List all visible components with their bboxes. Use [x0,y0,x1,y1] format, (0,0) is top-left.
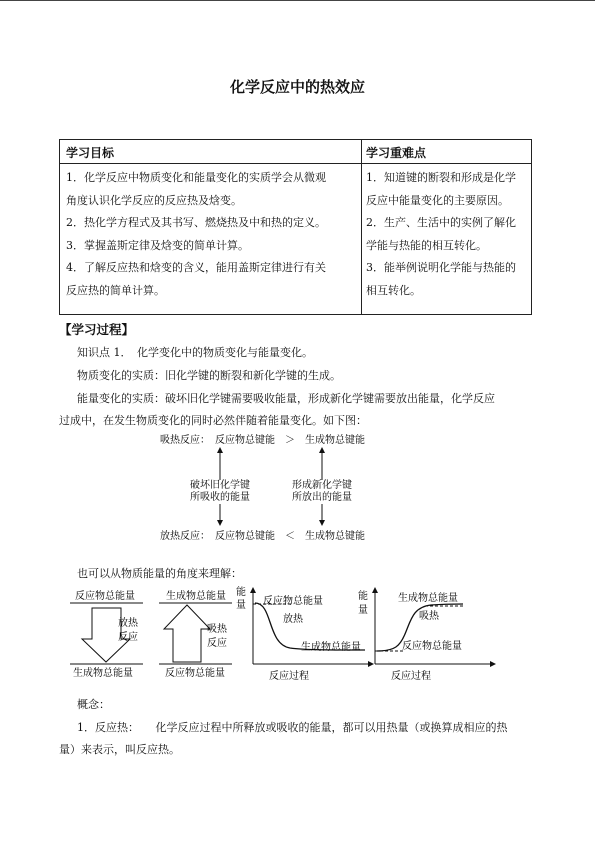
form-bond-label: 形成新化学键 [292,480,352,491]
curve1-product: 生成物总能量 [301,642,361,653]
objective-line: 反应热的简单计算。 [66,283,165,297]
table-header-key-points: 学习重难点 [366,146,427,160]
endo-product-energy: 生成物总能量 [166,591,226,602]
material-change-paragraph: 物质变化的实质：旧化学键的断裂和新化学键的生成。 [77,369,341,382]
header-rule [0,0,595,1]
key-point-line: 2．生产、生活中的实例了解化 [366,216,516,229]
curve1-x-label: 反应过程 [269,671,309,682]
table-divider [361,140,362,314]
curve1-heat: 放热 [283,614,303,625]
endothermic-level-diagram [159,589,232,679]
exo-product-energy: 生成物总能量 [73,668,133,679]
curve2-y-axis-2: 量 [358,605,368,616]
bond-energy-diagram [150,430,440,545]
up-arrow-icon [164,605,210,662]
page-title: 化学反应中的热效应 [229,78,365,96]
exothermic-curve-diagram [236,585,371,682]
break-bond-label: 破坏旧化学键 [190,480,250,491]
objective-line: 1．化学反应中物质变化和能量变化的实质学会从微观 [66,171,326,184]
energy-level-diagrams [55,582,545,684]
key-points-cell [366,167,516,302]
objective-line: 2．热化学方程式及其书写、燃烧热及中和热的定义。 [66,216,326,229]
reaction-heat-definition: 1．反应热： 化学反应过程中所释放或吸收的能量，都可以用热量（或换算成相应的热 [77,721,508,734]
break-bond-energy-label: 所吸收的能量 [190,492,250,503]
key-point-line: 反应中能量变化的主要原因。 [366,193,509,207]
endo-label-1: 吸热 [207,624,227,635]
concept-label: 概念： [77,698,110,711]
exo-reactant-energy: 反应物总能量 [75,591,135,602]
curve2-x-label: 反应过程 [391,671,431,682]
curve1-y-axis-2: 量 [236,600,246,611]
objective-line: 4．了解反应热和焓变的含义，能用盖斯定律进行有关 [66,261,326,274]
curve2-product: 生成物总能量 [398,593,458,604]
section-heading: 【学习过程】 [59,322,135,337]
exothermic-level-diagram [70,589,143,679]
table-header-objectives: 学习目标 [66,146,115,160]
objective-line: 3．掌握盖斯定律及焓变的简单计算。 [66,238,249,252]
curve1-reactant: 反应物总能量 [263,596,323,607]
exo-label-1: 放热 [118,618,138,629]
objective-line: 角度认识化学反应的反应热及焓变。 [66,193,242,207]
endo-label-2: 反应 [207,638,227,649]
endothermic-bond-label: 吸热反应： 反应物总键能 ＞ 生成物总键能 [160,435,365,446]
endo-reactant-energy: 反应物总能量 [165,668,225,679]
exothermic-bond-label: 放热反应： 反应物总键能 ＜ 生成物总键能 [160,531,365,542]
table-header-rule [60,163,531,164]
objectives-cell [66,167,326,302]
exo-label-2: 反应 [118,632,138,643]
energy-change-paragraph-cont: 过成中，在发生物质变化的同时必然伴随着能量变化。如下图： [59,414,367,427]
knowledge-point-1: 知识点 1． 化学变化中的物质变化与能量变化。 [77,346,313,359]
key-point-line: 3．能举例说明化学能与热能的 [366,261,516,274]
energy-view-paragraph: 也可以从物质能量的角度来理解： [77,567,242,580]
objectives-table [59,139,532,315]
energy-change-paragraph: 能量变化的实质：破坏旧化学键需要吸收能量，形成新化学键需要放出能量，化学反应 [77,392,495,405]
curve2-reactant: 反应物总能量 [402,641,462,652]
form-bond-energy-label: 所放出的能量 [292,492,352,503]
endothermic-curve-diagram [358,589,493,682]
reaction-heat-definition-cont: 量）来表示，叫反应热。 [59,743,180,756]
key-point-line: 学能与热能的相互转化。 [366,238,487,252]
key-point-line: 1．知道键的断裂和形成是化学 [366,171,516,184]
curve1-y-axis-1: 能 [236,587,246,598]
curve2-y-axis-1: 能 [358,591,368,602]
key-point-line: 相互转化。 [366,283,421,297]
curve2-heat: 吸热 [419,611,439,622]
